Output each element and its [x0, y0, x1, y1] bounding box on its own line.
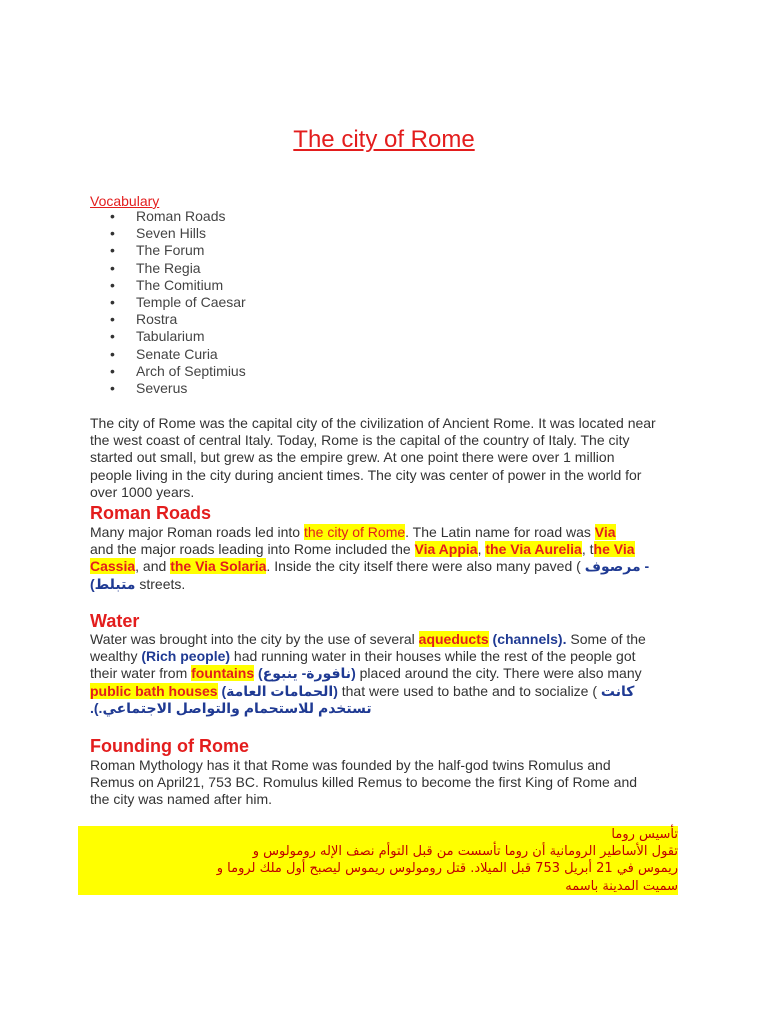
founding-heading: Founding of Rome	[90, 736, 249, 756]
list-item: • Rostra	[90, 311, 246, 328]
arabic-term: تستخدم للاستحمام والتواصل الاجتماعي.).	[90, 699, 372, 716]
arabic-term: متبلط)	[90, 575, 136, 592]
highlighted-term: the city of Rome	[304, 524, 406, 540]
list-item: • The Forum	[90, 242, 246, 259]
page-title: The city of Rome	[293, 126, 475, 153]
arabic-term: - مرصوف	[584, 558, 650, 575]
highlighted-term: fountains	[191, 665, 255, 682]
founding-line: Remus on April21, 753 BC. Romulus killed Remus to become the first King of Rome and	[90, 774, 638, 791]
highlighted-term: the Via Solaria	[170, 558, 267, 575]
arabic-line: تأسيس روما	[611, 827, 678, 842]
text-run: . Inside the city itself there were also many paved (	[266, 558, 585, 575]
arabic-line: سميت المدينة باسمه	[565, 878, 678, 894]
highlighted-term: the Via Aurelia	[485, 541, 582, 558]
intro-line: started out small, but grew as the empire grew. At one point there were over 1 million	[90, 449, 615, 466]
text-run: Water was brought into the city by the use of several	[90, 631, 419, 647]
roman-roads-heading: Roman Roads	[90, 503, 212, 523]
list-item: • The Comitium	[90, 277, 246, 294]
list-item: • Seven Hills	[90, 225, 246, 242]
highlighted-term: Via	[594, 524, 616, 540]
vocabulary-heading: Vocabulary	[90, 193, 160, 209]
arabic-line: ريموس في 21 أبريل 753 قبل الميلاد. قتل رومولوس ريموس ليصبح أول ملك لروما و	[216, 861, 678, 877]
water-heading: Water	[90, 611, 140, 631]
founding-paragraph	[90, 757, 680, 809]
term-gloss: (Rich people)	[141, 648, 231, 665]
intro-line: the west coast of central Italy. Today, Rome is the capital of the country of Italy. The city	[90, 432, 630, 449]
text-run: Some of the	[566, 631, 646, 647]
text-run: ,	[477, 541, 486, 558]
text-run: and the major roads leading into Rome included the	[90, 541, 415, 558]
text-run: streets.	[135, 575, 186, 592]
text-run: that were used to bathe and to socialize (	[337, 682, 601, 699]
vocabulary-list	[90, 208, 246, 397]
list-item: • Tabularium	[90, 328, 246, 345]
arabic-term: (نافورة- ينبوع)	[254, 665, 356, 682]
text-run: , t	[581, 541, 594, 558]
arabic-term: (الحمامات العامة)	[217, 682, 338, 699]
highlighted-term: he Via	[593, 541, 635, 558]
text-run: wealthy	[90, 648, 142, 665]
highlighted-term: aqueducts	[418, 631, 489, 647]
arabic-term: كانت	[600, 682, 635, 699]
text-run: Many major Roman roads led into	[90, 524, 304, 540]
arabic-line: تقول الأساطير الرومانية أن روما تأسست من قبل التوأم نصف الإله رومولوس و	[252, 844, 678, 860]
intro-line: The city of Rome was the capital city of the civilization of Ancient Rome. It was located near	[90, 415, 656, 431]
roman-roads-paragraph	[90, 524, 680, 593]
highlighted-term: public bath houses	[90, 682, 218, 699]
list-item: • Arch of Septimius	[90, 363, 246, 380]
list-item: • Senate Curia	[90, 346, 246, 363]
intro-line: people living in the city during ancient times. The city was center of power in the world for	[90, 466, 642, 483]
founding-line: Roman Mythology has it that Rome was founded by the half-god twins Romulus and	[90, 757, 611, 773]
text-run: their water from	[90, 665, 192, 682]
term-gloss: (channels).	[488, 631, 567, 647]
water-paragraph	[90, 631, 680, 717]
arabic-translation	[78, 826, 678, 895]
list-item: • Severus	[90, 380, 246, 397]
intro-line: over 1000 years.	[90, 483, 195, 500]
text-run: had running water in their houses while the rest of the people got	[230, 648, 636, 665]
text-run: . The Latin name for road was	[405, 524, 595, 540]
highlighted-term: Via Appia	[414, 541, 478, 558]
text-run: , and	[135, 558, 171, 575]
intro-paragraph	[90, 415, 680, 501]
text-run: placed around the city. There were also many	[355, 665, 642, 682]
highlighted-term: Cassia	[90, 558, 136, 575]
founding-line: the city was named after him.	[90, 791, 273, 808]
list-item: • Temple of Caesar	[90, 294, 246, 311]
list-item: • Roman Roads	[90, 208, 246, 225]
list-item: • The Regia	[90, 260, 246, 277]
